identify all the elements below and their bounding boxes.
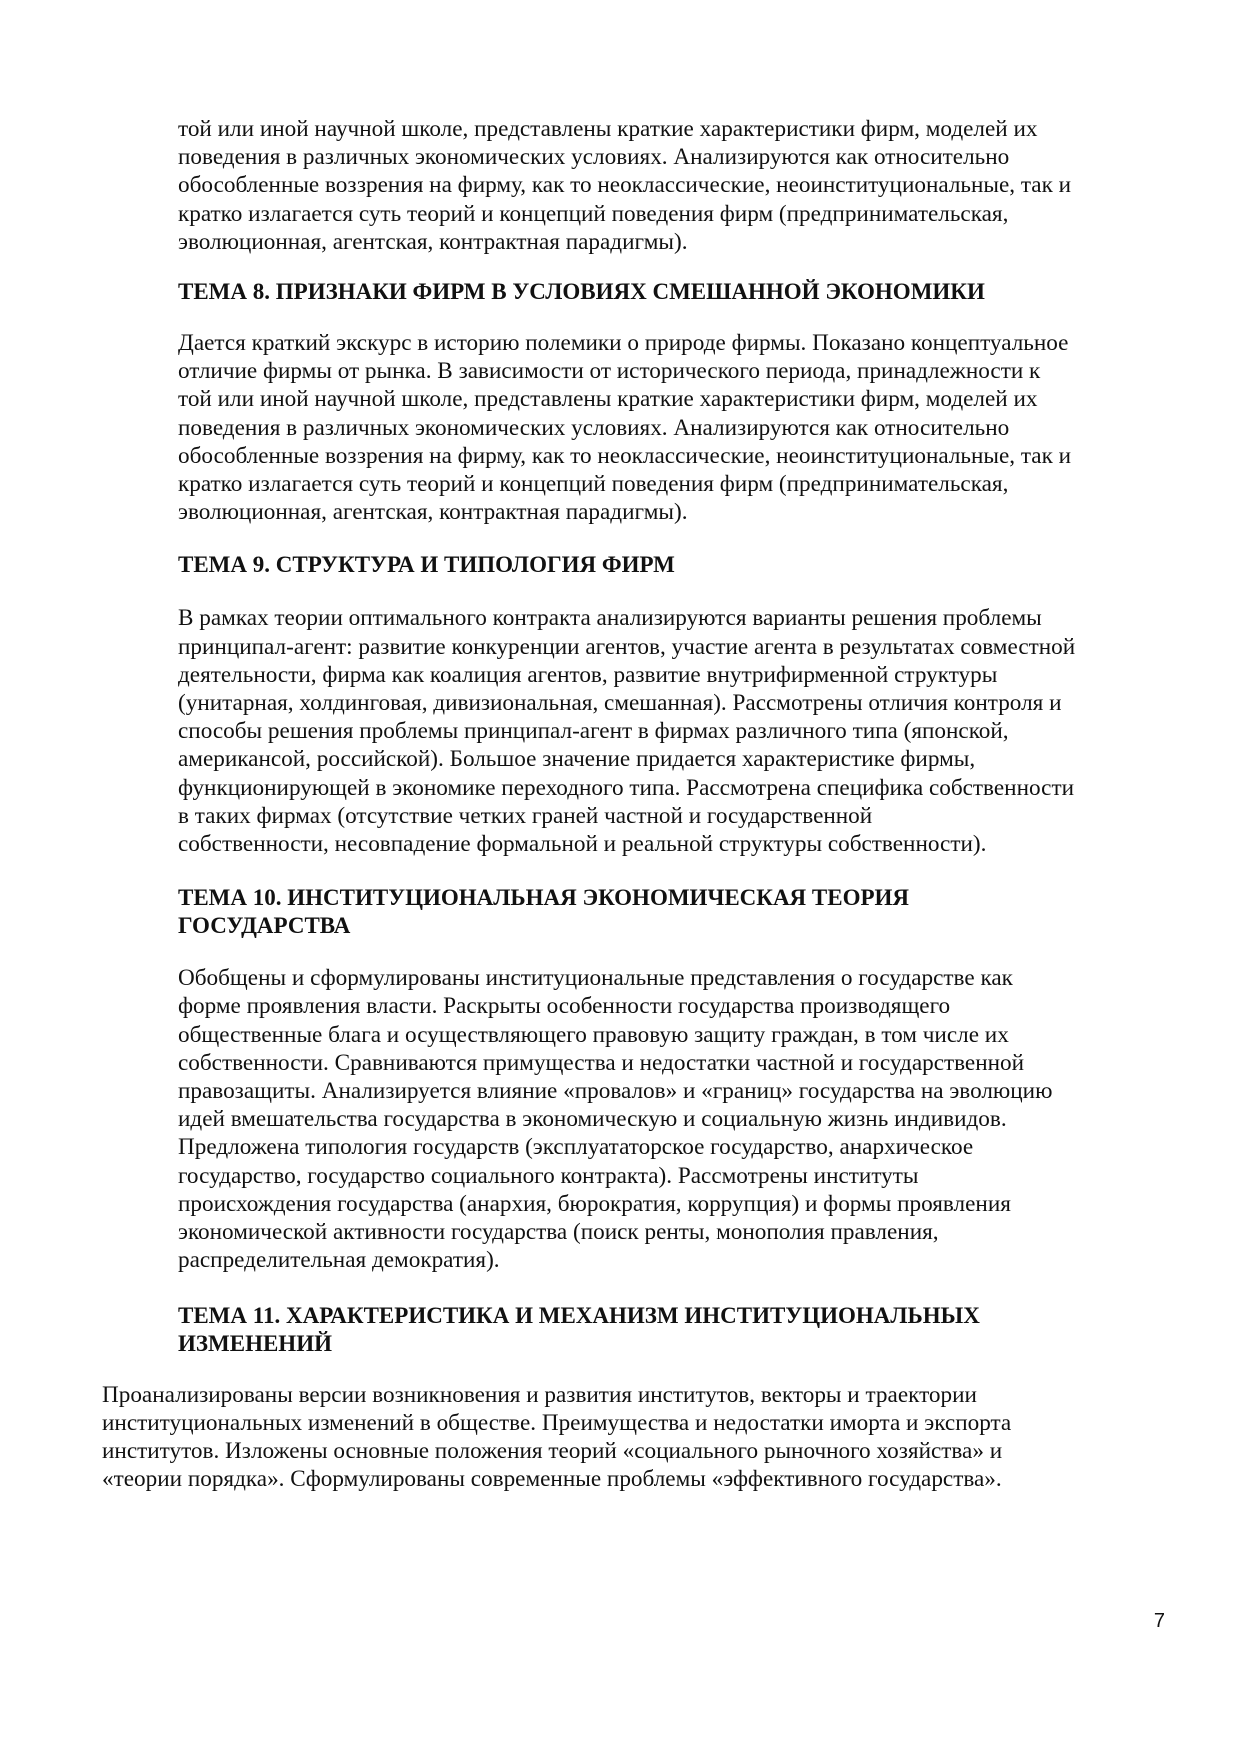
paragraph-line: кратко излагается суть теорий и концепций поведения фирм (предпринимательская, — [178, 471, 1009, 498]
topic-8-paragraph — [178, 329, 1158, 526]
paragraph-line: общественные блага и осуществляющего правовую защиту граждан, в том числе их — [178, 1021, 1009, 1048]
paragraph-line: институциональных изменений в обществе. Преимущества и недостатки иморта и экспорта — [102, 1409, 1012, 1436]
heading-line: ТЕМА 9. СТРУКТУРА И ТИПОЛОГИЯ ФИРМ — [178, 552, 675, 578]
topic-11-heading — [178, 1302, 1158, 1358]
topic-10-heading — [178, 884, 1158, 940]
topic-9-paragraph — [178, 604, 1158, 858]
paragraph-line: Дается краткий экскурс в историю полемики о природе фирмы. Показано концептуальное — [178, 330, 1069, 357]
paragraph-line: происхождения государства (анархия, бюрократия, коррупция) и формы проявления — [178, 1190, 1011, 1217]
paragraph-line: В рамках теории оптимального контракта анализируются варианты решения проблемы — [178, 605, 1042, 632]
paragraph-line: эволюционная, агентская, контрактная парадигмы). — [178, 499, 688, 526]
paragraph-line: Проанализированы версии возникновения и развития институтов, векторы и траектории — [102, 1381, 977, 1408]
paragraph-line: Обобщены и сформулированы институциональные представления о государстве как — [178, 965, 1013, 992]
paragraph-line: институтов. Изложены основные положения теорий «социального рыночного хозяйства» и — [102, 1437, 1003, 1464]
topic-9-heading — [178, 551, 1158, 579]
paragraph-line: форме проявления власти. Раскрыты особенности государства производящего — [178, 993, 951, 1020]
page-content — [102, 115, 1158, 1493]
paragraph-line: Предложена типология государств (эксплуататорское государство, анархическое — [178, 1134, 974, 1161]
paragraph-line: той или иной научной школе, представлены краткие характеристики фирм, моделей их — [178, 116, 1038, 142]
topic-11-paragraph — [102, 1381, 1158, 1494]
paragraph-line: распределительная демократия). — [178, 1247, 500, 1274]
paragraph-line: «теории порядка». Сформулированы современные проблемы «эффективного государства». — [102, 1466, 1002, 1493]
paragraph-line: способы решения проблемы принципал-агент в фирмах различного типа (японской, — [178, 718, 1009, 745]
paragraph-line: собственности. Сравниваются примущества и недостатки частной и государственной — [178, 1049, 1025, 1076]
paragraph-line: функционирующей в экономике переходного типа. Рассмотрена специфика собственности — [178, 774, 1074, 801]
paragraph-line: (унитарная, холдинговая, дивизиональная, смешанная). Рассмотрены отличия контроля и — [178, 690, 1062, 717]
paragraph-line: деятельности, фирма как коалиция агентов, развитие внутрифирменной структуры — [178, 661, 998, 688]
paragraph-line: идей вмешательства государства в экономическую и социальную жизнь индивидов. — [178, 1106, 1007, 1133]
page-number: 7 — [1153, 1610, 1165, 1632]
paragraph-line: обособленные воззрения на фирму, как то неоклассические, неоинституциональные, так и — [178, 442, 1072, 469]
paragraph-line: в таких фирмах (отсутствие четких граней частной и государственной — [178, 802, 873, 829]
paragraph-line: государство, государство социального контракта). Рассмотрены институты — [178, 1162, 919, 1189]
heading-line: ГОСУДАРСТВА — [178, 913, 351, 939]
paragraph-line: отличие фирмы от рынка. В зависимости от исторического периода, принадлежности к — [178, 358, 1041, 385]
paragraph-line: кратко излагается суть теорий и концепций поведения фирм (предпринимательская, — [178, 200, 1009, 227]
heading-line: ТЕМА 10. ИНСТИТУЦИОНАЛЬНАЯ ЭКОНОМИЧЕСКАЯ ТЕОРИЯ — [178, 885, 910, 911]
heading-line: ТЕМА 11. ХАРАКТЕРИСТИКА И МЕХАНИЗМ ИНСТИТУЦИОНАЛЬНЫХ — [178, 1302, 980, 1328]
topic-8-heading — [178, 278, 1158, 306]
intro-paragraph — [178, 115, 1158, 256]
paragraph-line: обособленные воззрения на фирму, как то неоклассические, неоинституциональные, так и — [178, 172, 1072, 199]
topic-10-paragraph — [178, 964, 1158, 1274]
paragraph-line: американсой, российской). Большое значение придается характеристике фирмы, — [178, 746, 976, 773]
paragraph-line: поведения в различных экономических условиях. Анализируются как относительно — [178, 414, 1010, 441]
heading-line: ТЕМА 8. ПРИЗНАКИ ФИРМ В УСЛОВИЯХ СМЕШАННОЙ ЭКОНОМИКИ — [178, 279, 985, 305]
paragraph-line: собственности, несовпадение формальной и реальной структуры собственности). — [178, 831, 987, 858]
paragraph-line: той или иной научной школе, представлены краткие характеристики фирм, моделей их — [178, 386, 1038, 413]
paragraph-line: поведения в различных экономических условиях. Анализируются как относительно — [178, 144, 1010, 171]
paragraph-line: правозащиты. Анализируется влияние «провалов» и «границ» государства на эволюцию — [178, 1078, 1053, 1105]
paragraph-line: эволюционная, агентская, контрактная парадигмы). — [178, 228, 688, 255]
paragraph-line: экономической активности государства (поиск ренты, монополия правления, — [178, 1219, 939, 1246]
paragraph-line: принципал-агент: развитие конкуренции агентов, участие агента в результатах совместной — [178, 633, 1076, 660]
heading-line: ИЗМЕНЕНИЙ — [178, 1330, 332, 1356]
